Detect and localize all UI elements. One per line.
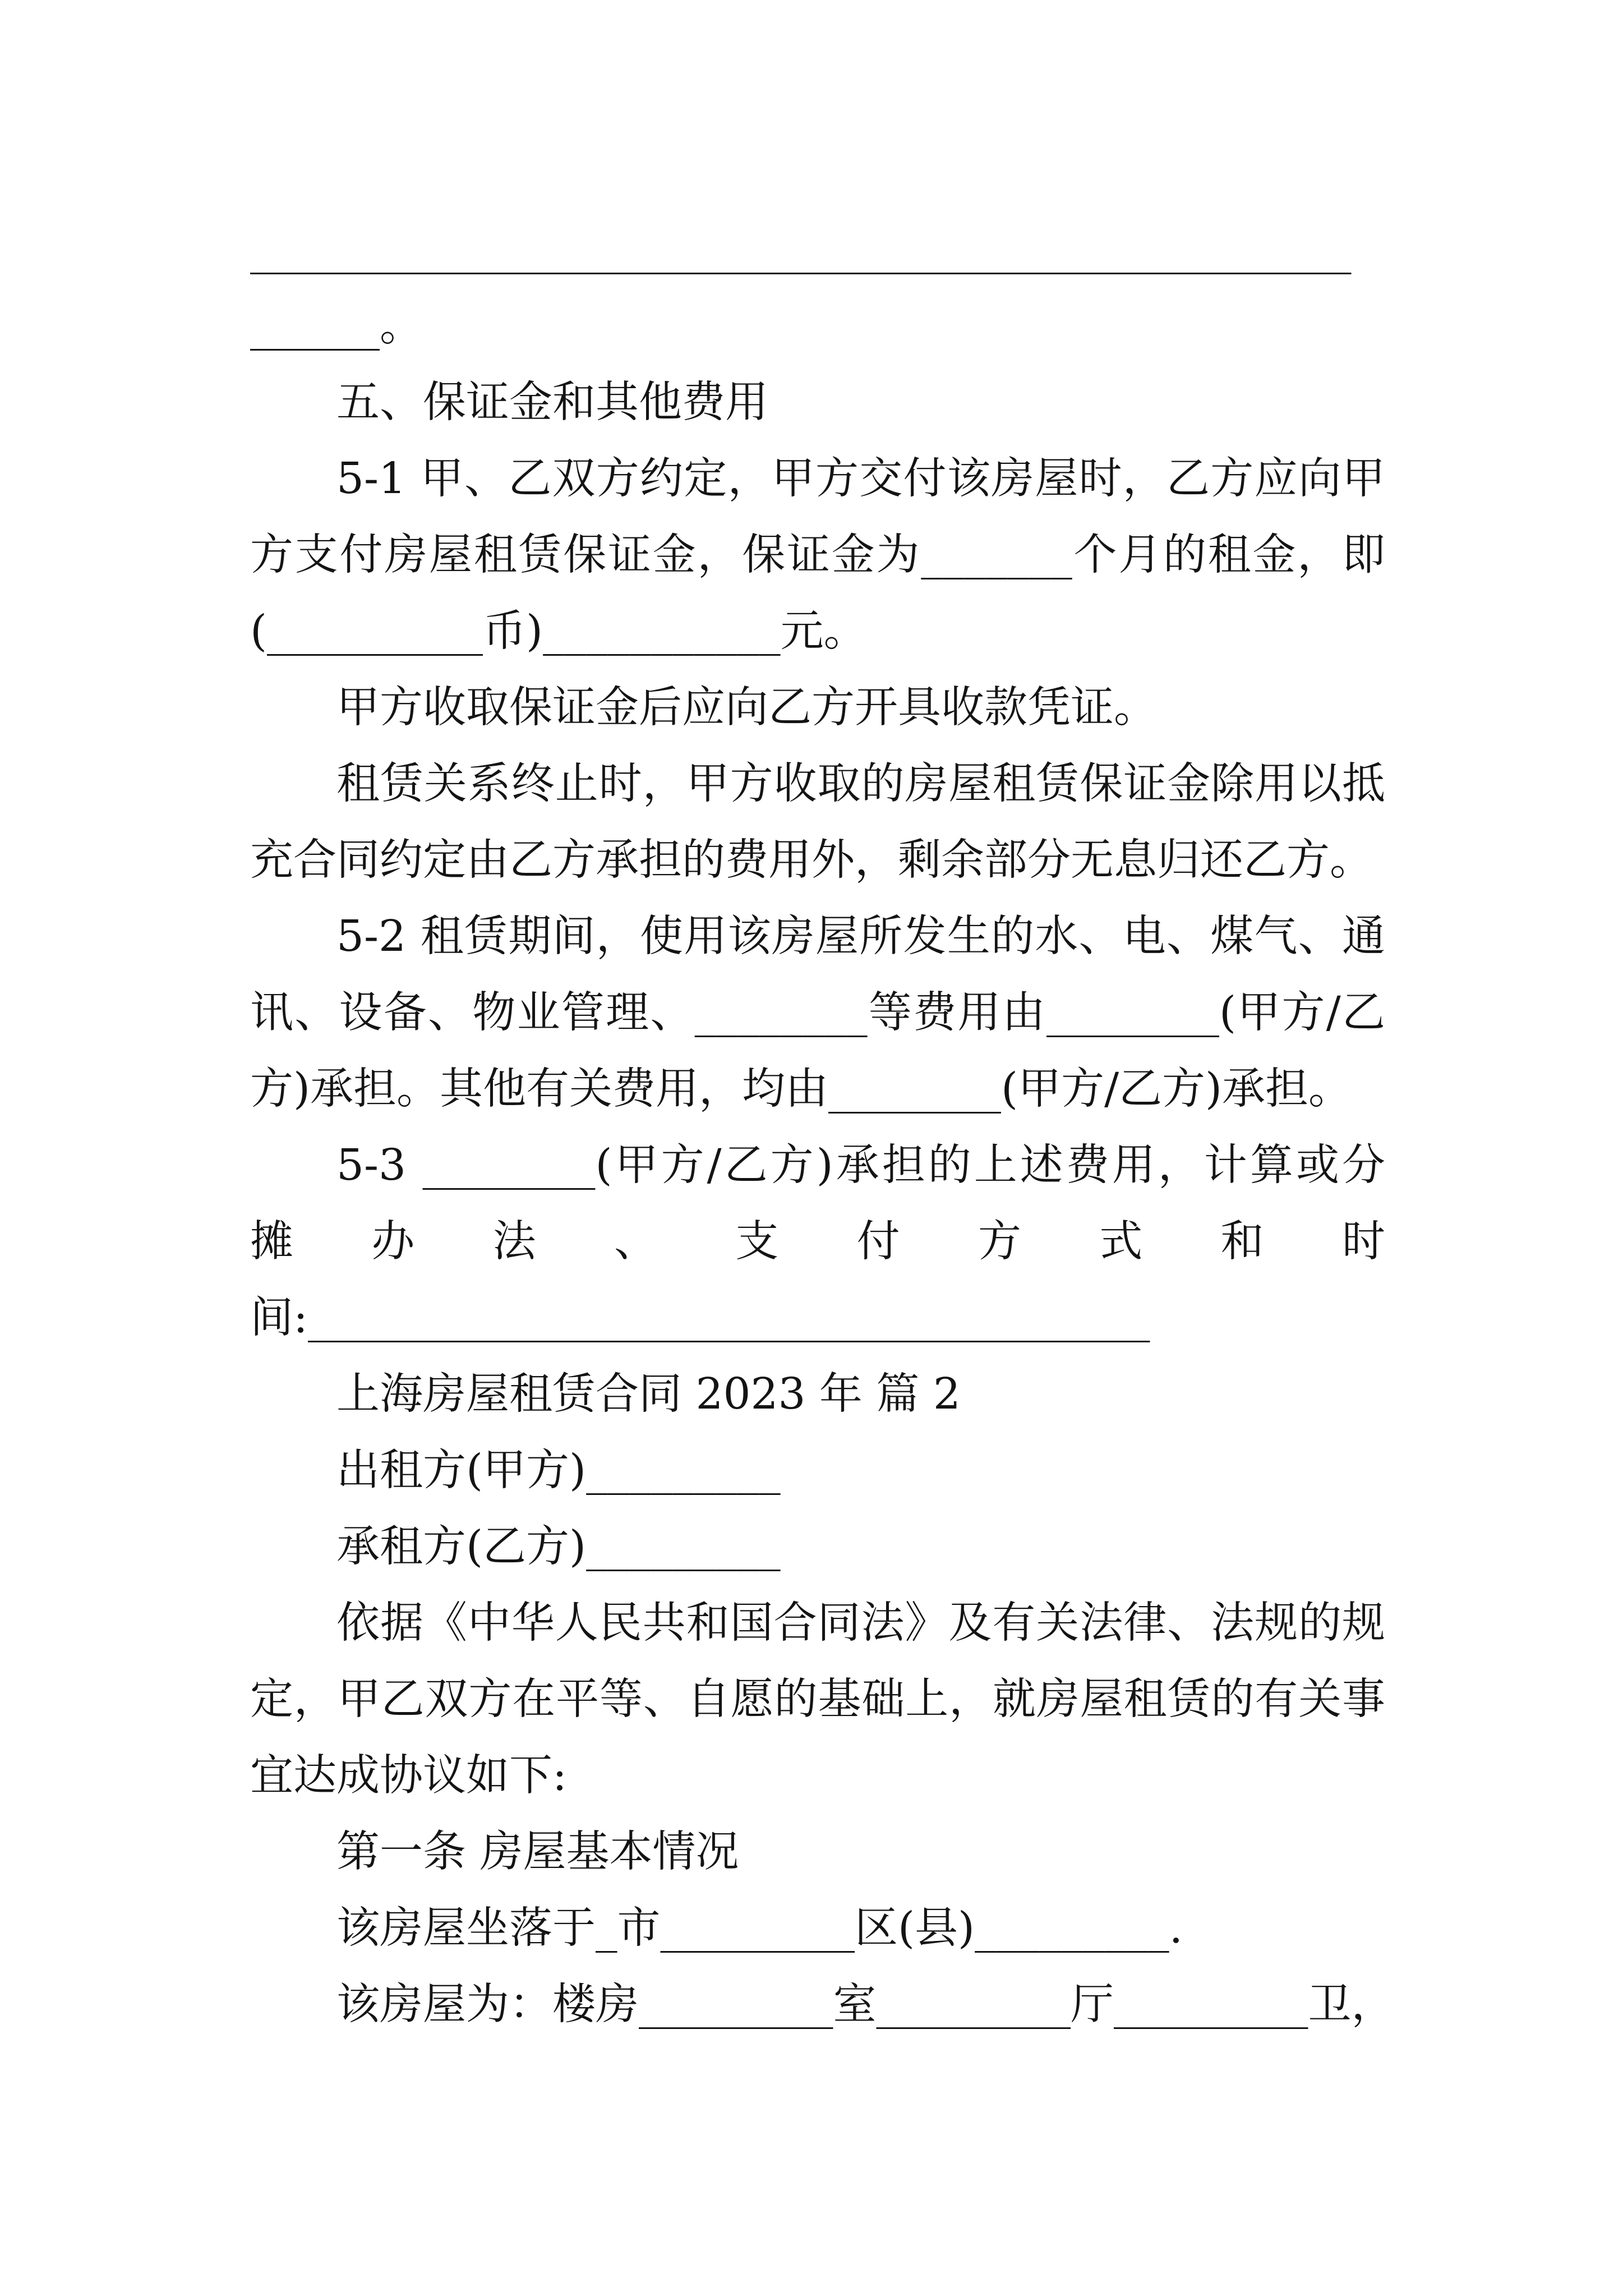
clause-5-1-line: 5-1 甲、乙双方约定，甲方交付该房屋时，乙方应向甲 [336,454,1385,504]
clause-5-1-line: 方支付房屋租赁保证金，保证金为_______个月的租金，即 [250,530,1385,580]
fill-blank-end: ______。 [250,301,423,351]
section-5-heading-text: 五、保证金和其他费用 [336,378,768,427]
deposit-receipt-clause [250,670,1385,746]
preamble-line: 定，甲乙双方在平等、自愿的基础上，就房屋租赁的有关事 [250,1674,1385,1724]
property-location-text: 该房屋坐落于_市_________区(县)_________. [336,1903,1183,1953]
preamble-line: 宜达成协议如下: [250,1751,567,1801]
fill-blank-line: ___________________________________________________ [250,225,1352,275]
article-1-heading-text: 第一条 房屋基本情况 [336,1827,739,1877]
lessee-line-text: 承租方(乙方)_________ [336,1522,781,1572]
clause-5-3-line: 间:_______________________________________ [250,1293,1150,1343]
lessor-line [250,1433,1385,1509]
article-1-heading [250,1814,1385,1890]
clause-5-3 [250,1128,1385,1356]
clause-5-2-line: 方)承担。其他有关费用，均由________(甲方/乙方)承担。 [250,1064,1352,1114]
deposit-refund-line: 充合同约定由乙方承担的费用外，剩余部分无息归还乙方。 [250,835,1373,885]
document-body [250,212,1395,2043]
lessee-line [250,1509,1385,1585]
clause-5-3-line: 5-3 ________(甲方/乙方)承担的上述费用，计算或分 [336,1140,1385,1190]
deposit-refund-line: 租赁关系终止时，甲方收取的房屋租赁保证金除用以抵 [336,759,1385,809]
continued-fill-blank [250,212,1385,365]
deposit-receipt-line: 甲方收取保证金后应向乙方开具收款凭证。 [336,683,1157,733]
clause-5-2 [250,899,1385,1128]
clause-5-1 [250,441,1385,670]
property-layout-text: 该房屋为：楼房_________室_________厅_________卫， [336,1980,1395,2030]
contract-title-text: 上海房屋租赁合同 2023 年 篇 2 [336,1369,961,1419]
preamble-line: 依据《中华人民共和国合同法》及有关法律、法规的规 [336,1598,1385,1648]
clause-5-3-line: 摊办法、支付方式和时 [250,1217,1385,1267]
clause-5-2-line: 讯、设备、物业管理、________等费用由________(甲方/乙 [250,988,1385,1038]
preamble [250,1585,1385,1814]
lessor-line-text: 出租方(甲方)_________ [336,1446,781,1496]
deposit-refund-clause [250,746,1385,899]
property-location [250,1890,1385,1967]
clause-5-2-line: 5-2 租赁期间，使用该房屋所发生的水、电、煤气、通 [336,912,1385,961]
clause-5-1-line: (__________币)___________元。 [250,606,867,656]
contract-title [250,1356,1385,1433]
property-layout [250,1967,1395,2043]
section-5-heading [250,365,1385,441]
